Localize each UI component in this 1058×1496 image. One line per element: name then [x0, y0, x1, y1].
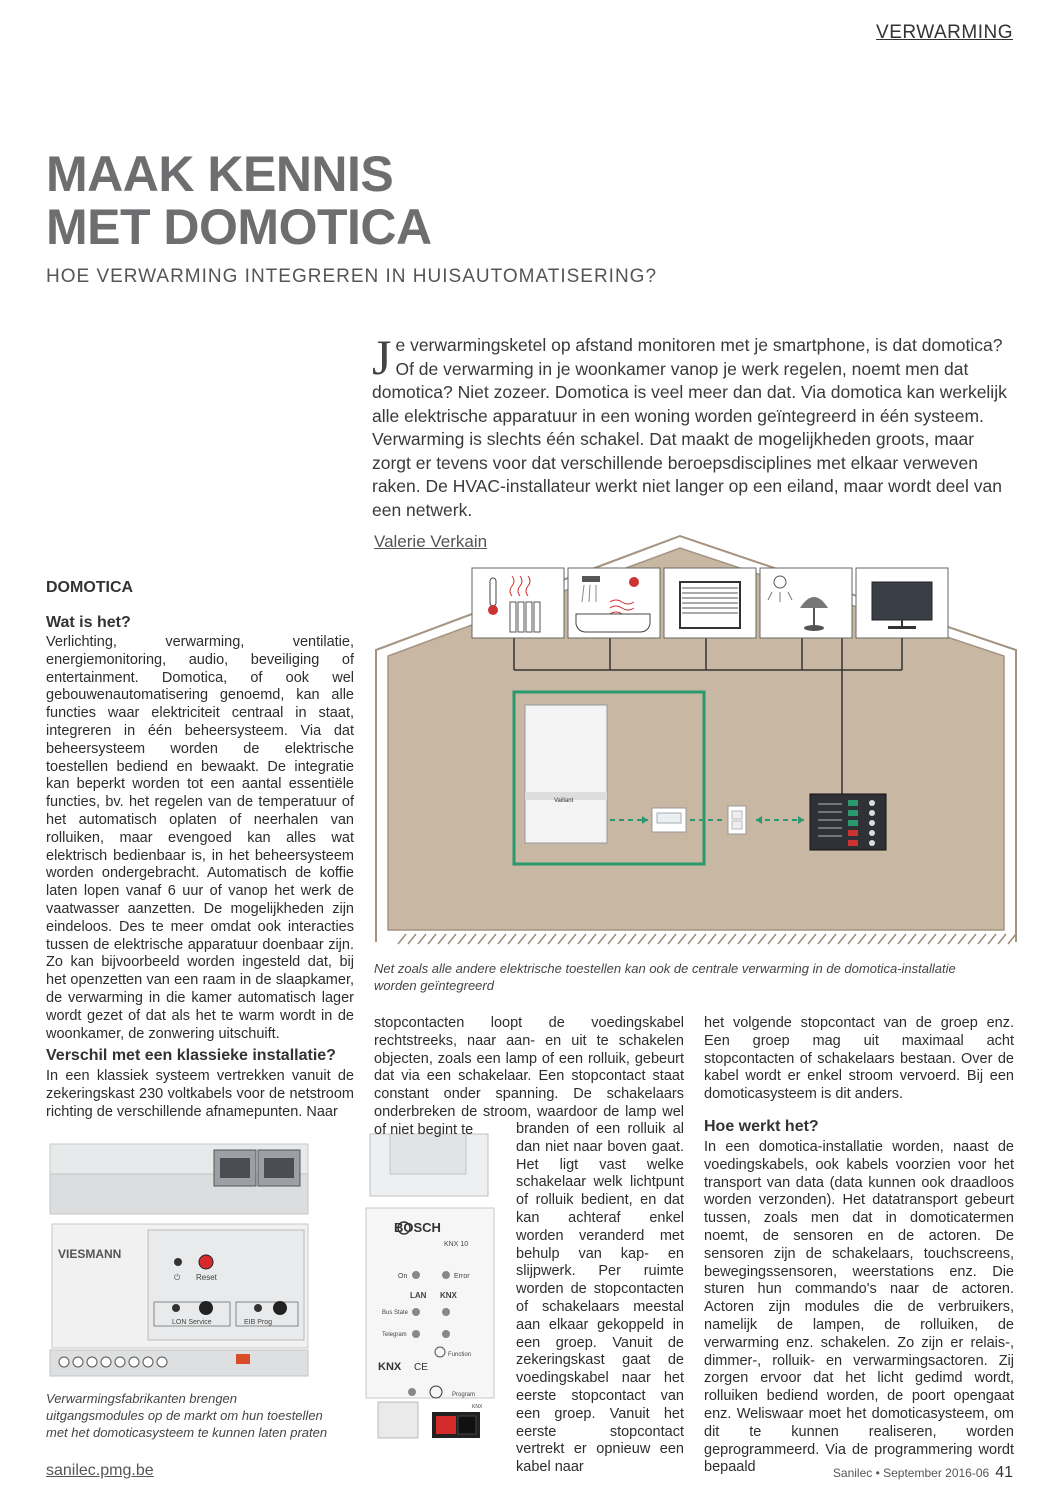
telegram-label: Telegram: [382, 1332, 407, 1338]
footer-issue: [833, 1464, 1013, 1482]
drop-cap: J: [372, 329, 392, 385]
lamp-icon: [760, 568, 852, 638]
article-title: [46, 148, 432, 254]
error-label: Error: [454, 1273, 470, 1280]
column1-paragraph-2: In een klassiek systeem vertrekken vanuit de zekeringskast 230 voltkabels voor de netstroom richting de verschillende afnamepunten. Naar: [46, 1068, 354, 1120]
intro-paragraph: [372, 329, 1014, 522]
page-number: 41: [995, 1464, 1013, 1481]
tv-icon: [856, 568, 948, 638]
reset-button-indicator: [199, 1255, 213, 1269]
column1-paragraph-1: Verlichting, verwarming, ventilatie, energiemonitoring, audio, beveiliging of entertainment. Domotica, of ook wel gebouwenautomatisering genoemd, kan alle functies waar elektriciteit centraal in staat, integreren in één beheersysteem. Via dat beheersysteem worden de elektrische toestellen bediend en bewaakt. De integratie kan beperkt worden tot een aantal essentiële functies, bv. het regelen van de temperatuur of het automatisch oplaten of neerhalen van rolluiken, maar evengoed kan alles wat elektrisch bedienbaar is, in het beheersysteem worden ondergebracht. Automatisch de koffie laten lopen vanaf 6 uur of vanop het werk de vaatwasser aanzetten. De mogelijkheden zijn eindeloos. Des te meer omdat ook interacties tussen de elektrische apparatuur doenbaar zijn. Zo kan bijvoorbeeld worden ingesteld dat, bij het openzetten van een raam in de slaapkamer, de verwarming in die kamer automatisch lager wordt gezet of dat als het te warm wordt in de woonkamer, de zonwering uitschuift.: [46, 634, 354, 1042]
svg-text:⏻: ⏻: [174, 1273, 181, 1282]
module-caption: Verwarmingsfabrikanten brengen uitgangsmodules op de markt om hun toestellen met het domoticasysteem te kunnen laten praten: [46, 1391, 328, 1440]
column2-paragraph-top: stopcontacten loopt de voedingskabel rechtstreeks, naar aan- en uit te schakelen objecten, zoals een lamp of een rolluik, gebeurt dat via een schakelaar. Een stopcontact staat constant onder spanning. De schakelaars onderbreken de stroom, waardoor de lamp wel of niet begint te: [374, 1015, 684, 1138]
radiator-icon: [472, 568, 564, 638]
heading-verschil: Verschil met een klassieke installatie?: [46, 1047, 336, 1064]
heading-hoe-werkt-het: Hoe werkt het?: [704, 1118, 819, 1135]
boiler-icon: [525, 705, 607, 843]
bosch-logo: BOSCH: [394, 1220, 441, 1235]
thermostat-icon: [652, 808, 686, 832]
viessmann-logo: VIESMANN: [58, 1247, 122, 1261]
intro-text: e verwarmingsketel op afstand monitoren met je smartphone, is dat domotica? Of de verwarming in je woonkamer vanop je werk regelen, noemt men dat domotica? Niet zozeer. Domotica is veel meer dan dat. Via domotica kan werkelijk alle elektrische apparatuur in een woning worden geïntegreerd in één systeem. Verwarming is slechts één schakel. Dat maakt de mogelijkheden groots, maar zorgt er tevens voor dat verschillende beroepsdisciplines met elkaar verweven raken. De HVAC-installateur werkt niet langer op een eiland, maar wordt deel van een netwerk.: [372, 335, 1007, 520]
reset-label: Reset: [196, 1273, 217, 1282]
on-label: On: [398, 1273, 408, 1280]
bus-state-label: Bus State: [382, 1310, 409, 1316]
wall-switch-icon: [728, 806, 746, 834]
function-label: Function: [448, 1352, 472, 1358]
viessmann-module-image: [46, 1138, 314, 1384]
bosch-knx-module-image: [362, 1130, 498, 1442]
shutter-icon: [664, 568, 756, 638]
ground-hatch: [398, 934, 1016, 944]
program-label: Program: [452, 1392, 476, 1398]
section-heading-domotica: DOMOTICA: [46, 579, 134, 596]
author-byline: Valerie Verkain: [374, 532, 488, 551]
title-line-1: MAAK KENNIS: [46, 146, 394, 202]
boiler-brand: Vaillant: [554, 798, 574, 804]
bosch-model: KNX 10: [444, 1241, 469, 1248]
house-caption: Net zoals alle andere elektrische toestellen kan ook de centrale verwarming in de domotica-installatie worden geïntegreerd: [374, 961, 956, 993]
knx-label: KNX: [440, 1291, 457, 1300]
eib-prog-label: EIB Prog: [244, 1319, 273, 1326]
column2-paragraph-narrow: branden of een rolluik al dan niet naar boven gaat. Het ligt vast welke schakelaar welk lichtpunt of rolluik bedient, en dat kan achteraf enkel worden veranderd met behulp van kap- en slijpwerk. Per ruimte worden de stopcontacten of schakelaars meestal aan elkaar gekoppeld in een groep. Vanuit de zekeringskast gaat de voedingskabel naar het eerste stopcontact van een groep. Vanuit het eerste stopcontact vertrekt er opnieuw een kabel naar: [516, 1121, 684, 1476]
footer-site-link[interactable]: sanilec.pmg.be: [46, 1462, 154, 1479]
lan-label: LAN: [410, 1291, 427, 1300]
house-diagram: [372, 530, 1022, 960]
lon-service-label: LON Service: [172, 1319, 212, 1326]
shower-icon: [568, 568, 660, 638]
knx-small-label: KNX: [472, 1404, 483, 1410]
knx-logo: KNX: [378, 1361, 402, 1373]
column3-paragraph-1: het volgende stopcontact van de groep enz. Een groep mag uit maximaal acht stopcontacten of schakelaars bestaan. Over de kabel wordt er enkel stroom vervoerd. Bij een domoticasysteem is dit anders.: [704, 1015, 1014, 1103]
heading-wat-is-het: Wat is het?: [46, 614, 131, 631]
ce-mark: CE: [414, 1362, 428, 1373]
column3-paragraph-2: In een domotica-installatie worden, naast de voedingskabels, ook kabels voorzien voor het transport van data (data kunnen ook draadloos worden verzonden). Het datatransport gebeurt tussen, zoals men dat in domoticatermen noemt, de sensoren en de actoren. De sensoren zijn de schakelaars, touchscreens, bewegingssensoren, weerstations enz. Die sturen hun commando's naar de actoren. Actoren zijn modules die de verbruikers, namelijk de lampen, de rolluiken, de verwarming enz. schakelen. Zo zijn er relais-, dimmer-, rolluik- en verwarmingsactoren. Zij zorgen ervoor dat het licht gedimd wordt, rolluiken bediend worden, de poort opengaat enz. Weliswaar moet het domoticasysteem, om dit te kunnen realiseren, worden geprogrammeerd. Via de programmering wordt bepaald: [704, 1139, 1014, 1476]
domotica-controller-icon: [810, 794, 886, 850]
section-tag: VERWARMING: [876, 22, 1013, 43]
title-line-2: MET DOMOTICA: [46, 199, 432, 255]
footer-issue-text: Sanilec • September 2016-06: [832, 1466, 990, 1480]
article-subtitle: HOE VERWARMING INTEGREREN IN HUISAUTOMATISERING?: [46, 266, 658, 287]
